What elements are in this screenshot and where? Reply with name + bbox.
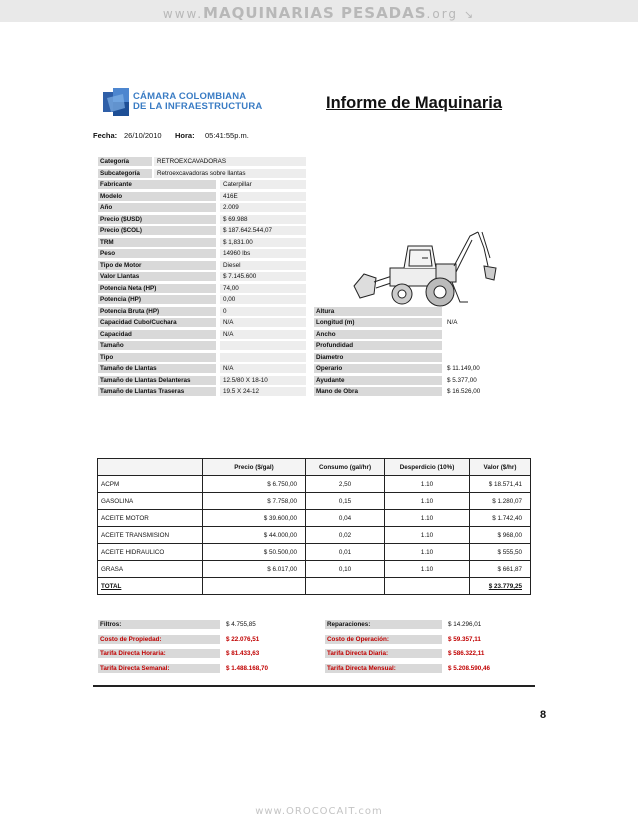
fuel-table-cell: 2,50 <box>306 476 385 493</box>
spec-label: Potencia Neta (HP) <box>98 284 216 293</box>
fuel-table-cell: GASOLINA <box>98 493 203 510</box>
fuel-table-cell: $ 555,50 <box>470 544 531 561</box>
fuel-table-row <box>98 561 531 578</box>
spec-label: Tamaño de Llantas Delanteras <box>98 376 216 385</box>
summary-value: $ 586.322,11 <box>448 650 485 657</box>
spec-value: 0,00 <box>220 295 306 304</box>
fecha-value: 26/10/2010 <box>124 131 162 140</box>
spec-value: 2.009 <box>220 203 306 212</box>
right-spec-label: Diametro <box>314 353 442 362</box>
right-spec-label: Ayudante <box>314 376 442 385</box>
right-spec-value: $ 16.526,00 <box>447 388 481 395</box>
logo-line-2: DE LA INFRAESTRUCTURA <box>133 101 263 112</box>
summary-label: Costo de Propiedad: <box>98 635 220 644</box>
site-footer-watermark: www.OROCOCAIT.com <box>255 806 383 817</box>
spec-label: Peso <box>98 249 216 258</box>
fuel-table-cell: ACEITE TRANSMISION <box>98 527 203 544</box>
cursor-icon: ↘ <box>463 8 476 21</box>
summary-label: Tarifa Directa Semanal: <box>98 664 220 673</box>
spec-label: Potencia (HP) <box>98 295 216 304</box>
logo-text <box>133 92 262 112</box>
fuel-table-cell: 1.10 <box>385 510 470 527</box>
fuel-table-cell: ACPM <box>98 476 203 493</box>
spec-value: N/A <box>220 330 306 339</box>
right-spec-label: Altura <box>314 307 442 316</box>
summary-label: Costo de Operación: <box>325 635 442 644</box>
backhoe-illustration <box>352 228 500 314</box>
fuel-table-cell: $ 6.017,00 <box>203 561 306 578</box>
fecha-label: Fecha: <box>93 131 118 140</box>
fuel-table-header <box>98 459 531 476</box>
fuel-header-consumption: Consumo (gal/hr) <box>306 459 385 476</box>
fuel-table-cell: 1.10 <box>385 493 470 510</box>
right-spec-label: Longitud (m) <box>314 318 442 327</box>
summary-value: $ 81.433,63 <box>226 650 260 657</box>
fuel-table-cell: $ 50.500,00 <box>203 544 306 561</box>
spec-value: $ 187.642.544,07 <box>220 226 306 235</box>
spec-value: N/A <box>220 364 306 373</box>
spec-label: Subcategoría <box>98 169 152 178</box>
right-spec-value <box>445 353 531 362</box>
fuel-table-cell: $ 1.280,07 <box>470 493 531 510</box>
right-spec-value <box>445 330 531 339</box>
fuel-table-cell: 1.10 <box>385 476 470 493</box>
spec-value: Retroexcavadoras sobre llantas <box>154 169 306 178</box>
fuel-header-value: Valor ($/hr) <box>470 459 531 476</box>
fuel-table-cell: 1.10 <box>385 561 470 578</box>
summary-value: $ 22.076,51 <box>226 635 260 643</box>
page-title: Informe de Maquinaria <box>326 94 503 112</box>
fuel-header-price: Precio ($/gal) <box>203 459 306 476</box>
spec-label: Precio ($USD) <box>98 215 216 224</box>
hora-label: Hora: <box>175 131 195 140</box>
right-spec-value: $ 11.149,00 <box>447 365 480 372</box>
fuel-table-row <box>98 493 531 510</box>
fuel-table-cell: 1.10 <box>385 544 470 561</box>
fuel-table-cell: 0,02 <box>306 527 385 544</box>
right-spec-value <box>445 341 531 350</box>
fuel-table-cell: $ 968,00 <box>470 527 531 544</box>
right-spec-value: N/A <box>447 319 458 326</box>
fuel-table-row <box>98 527 531 544</box>
spec-value: 14960 lbs <box>220 249 306 258</box>
right-spec-label: Operario <box>314 364 442 373</box>
fuel-table-cell: 0,01 <box>306 544 385 561</box>
spec-label: Tipo <box>98 353 216 362</box>
summary-label: Filtros: <box>98 620 220 629</box>
fuel-table-cell: ACEITE HIDRAULICO <box>98 544 203 561</box>
fuel-header-item <box>98 459 203 476</box>
summary-label: Tarifa Directa Horaria: <box>98 649 220 658</box>
fuel-table-cell <box>385 578 470 595</box>
spec-value: N/A <box>220 318 306 327</box>
total-value: $ 23.779,25 <box>470 578 531 595</box>
spec-label: Año <box>98 203 216 212</box>
spec-value: $ 7.145.600 <box>220 272 306 281</box>
fuel-table-cell: 0,10 <box>306 561 385 578</box>
spec-label: Precio ($COL) <box>98 226 216 235</box>
fuel-table-cell: $ 39.600,00 <box>203 510 306 527</box>
fuel-table-row <box>98 544 531 561</box>
summary-label: Tarifa Directa Mensual: <box>325 664 442 673</box>
spec-value <box>220 341 306 350</box>
summary-value: $ 59.357,11 <box>448 635 481 643</box>
fuel-table-cell: 0,15 <box>306 493 385 510</box>
right-spec-label: Mano de Obra <box>314 387 442 396</box>
summary-value: $ 4.755,85 <box>226 621 256 628</box>
spec-label: Potencia Bruta (HP) <box>98 307 216 316</box>
right-spec-label: Ancho <box>314 330 442 339</box>
fuel-table-cell: $ 6.750,00 <box>203 476 306 493</box>
fuel-table-cell: $ 661,87 <box>470 561 531 578</box>
spec-label: Capacidad Cubo/Cuchara <box>98 318 216 327</box>
fuel-table-cell <box>203 578 306 595</box>
spec-label: Tamaño de Llantas <box>98 364 216 373</box>
spec-value: Caterpillar <box>220 180 306 189</box>
spec-value: 74,00 <box>220 284 306 293</box>
summary-label: Reparaciones: <box>325 620 442 629</box>
right-spec-label: Profundidad <box>314 341 442 350</box>
fuel-table-total-row <box>98 578 531 595</box>
total-label: TOTAL <box>98 578 203 595</box>
fuel-table-cell: $ 44.000,00 <box>203 527 306 544</box>
spec-label: Tamaño <box>98 341 216 350</box>
logo-line-1: CÁMARA COLOMBIANA <box>133 91 247 102</box>
spec-value: 12.5/80 X 18-10 <box>220 376 306 385</box>
site-header-suffix: .org <box>426 7 459 21</box>
fuel-cost-table <box>97 458 531 595</box>
site-header-name: MAQUINARIAS PESADAS <box>203 4 427 22</box>
right-spec-value: $ 5.377,00 <box>447 376 477 384</box>
fuel-table-row <box>98 476 531 493</box>
spec-value: RETROEXCAVADORAS <box>154 157 306 166</box>
page-number: 8 <box>540 709 547 721</box>
summary-label: Tarifa Directa Diaria: <box>325 649 442 658</box>
spec-value: Diesel <box>220 261 306 270</box>
spec-label: Valor Llantas <box>98 272 216 281</box>
fuel-table-cell: GRASA <box>98 561 203 578</box>
fuel-table-cell: ACEITE MOTOR <box>98 510 203 527</box>
spec-value: 19.5 X 24-12 <box>220 387 306 396</box>
spec-label: Capacidad <box>98 330 216 339</box>
spec-value: $ 69.988 <box>220 215 306 224</box>
spec-value <box>220 353 306 362</box>
fuel-table-row <box>98 510 531 527</box>
fuel-table-cell: $ 1.742,40 <box>470 510 531 527</box>
spec-value: 416E <box>220 192 306 201</box>
fuel-header-waste: Desperdicio (10%) <box>385 459 470 476</box>
fuel-table-cell: 1.10 <box>385 527 470 544</box>
spec-label: Tamaño de Llantas Traseras <box>98 387 216 396</box>
spec-label: Tipo de Motor <box>98 261 216 270</box>
spec-label: Modelo <box>98 192 216 201</box>
spec-value: $ 1,831.00 <box>220 238 306 247</box>
summary-value: $ 1.488.168,70 <box>226 664 269 672</box>
site-header-prefix: www. <box>162 7 204 21</box>
summary-value: $ 5.208.590,46 <box>448 664 491 672</box>
summary-value: $ 14.296,01 <box>448 621 482 628</box>
spec-label: TRM <box>98 238 216 247</box>
fuel-table-cell: $ 18.571,41 <box>470 476 531 493</box>
section-divider <box>93 685 535 687</box>
logo-mark-icon <box>103 88 129 116</box>
spec-value: 0 <box>220 307 306 316</box>
fuel-table-cell: 0,04 <box>306 510 385 527</box>
site-header-watermark <box>0 4 638 22</box>
spec-label: Fabricante <box>98 180 216 189</box>
fuel-table-cell: $ 7.758,00 <box>203 493 306 510</box>
hora-value: 05:41:55p.m. <box>205 131 249 140</box>
spec-label: Categoría <box>98 157 152 166</box>
fuel-table-cell <box>306 578 385 595</box>
